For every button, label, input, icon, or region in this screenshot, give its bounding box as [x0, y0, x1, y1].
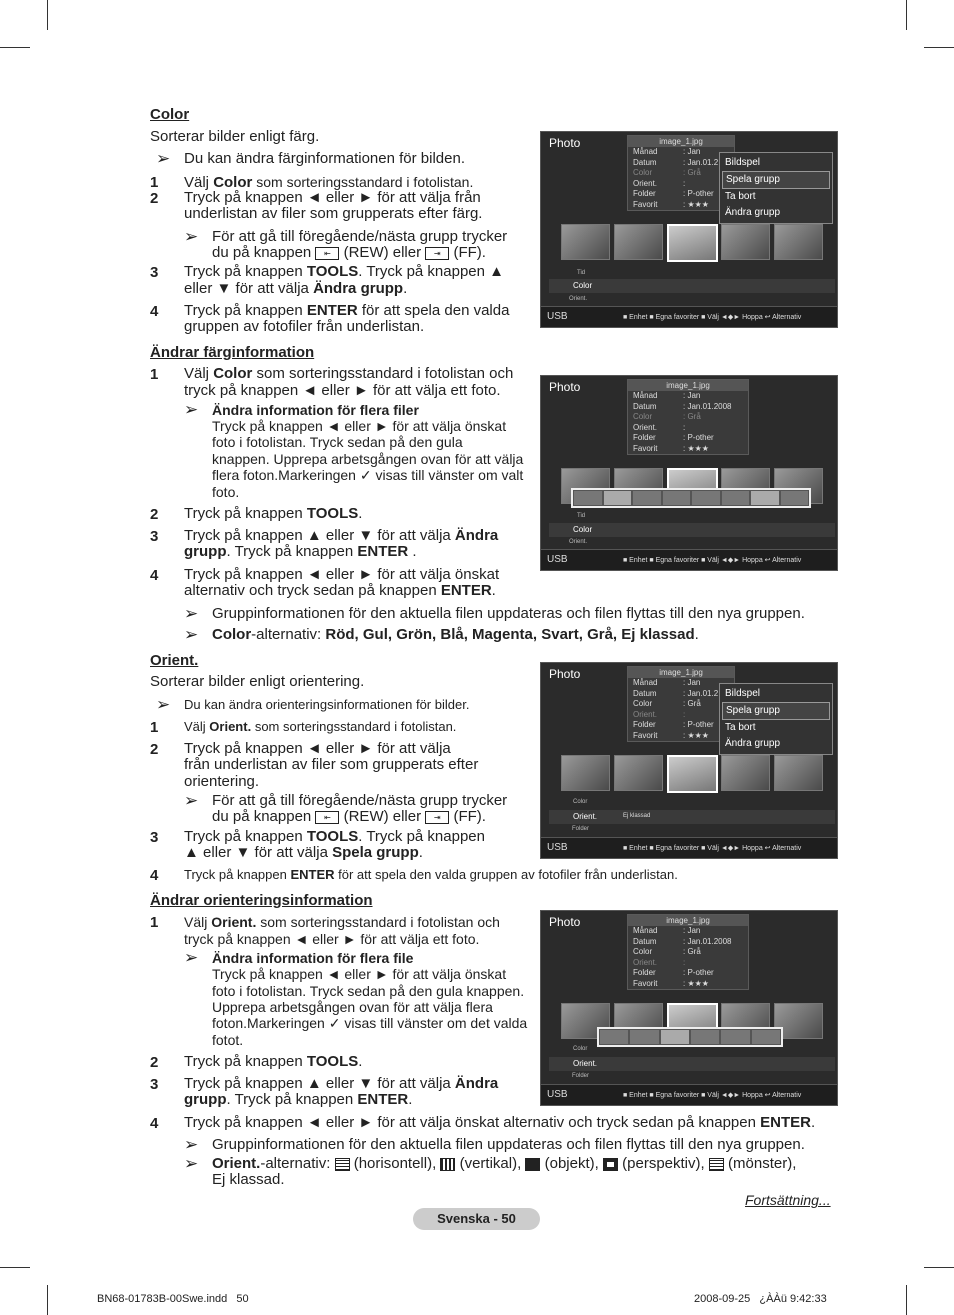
step-number: 3: [150, 829, 159, 846]
object-icon: [525, 1158, 540, 1171]
rew-button-icon: ⇤: [315, 247, 339, 260]
note-arrow-icon: ➢: [184, 625, 199, 644]
bar-label-folder: Folder: [572, 1073, 590, 1079]
cc-sub-l1: Tryck på knappen ◄ eller ► för att välja önskat: [212, 418, 507, 434]
note-arrow-icon: ➢: [184, 400, 199, 419]
crop-mark: [924, 1267, 954, 1268]
cc-step4-l1: Tryck på knappen ◄ eller ► för att välja önskat: [184, 566, 500, 583]
thumbnail-strip: [561, 755, 823, 789]
bar-label-color: Color: [573, 799, 588, 805]
info-panel: image_1.jpg Månad : Jan Datum : Jan.01.2008 Color : Grå Orient. : Folder : P-other Favorit : ★★★: [627, 379, 749, 455]
note-arrow-icon: ➢: [184, 1154, 199, 1173]
color-step3-l2: eller ▼ för att välja Ändra grupp.: [184, 280, 408, 297]
sort-bar: Color: [549, 279, 835, 293]
thumbnail[interactable]: [721, 224, 770, 260]
tools-menu: [719, 683, 833, 755]
thumbnail[interactable]: [614, 755, 663, 791]
cc-note2: Color-alternativ: Röd, Gul, Grön, Blå, Magenta, Svart, Grå, Ej klassad.: [212, 626, 699, 643]
info-panel: image_1.jpg Månad : Jan Datum : Jan.01.2008 Color : Grå Orient. : Folder : P-other Favorit : ★★★: [627, 914, 749, 990]
step-number: 1: [150, 366, 159, 383]
step-number: 4: [150, 567, 159, 584]
tv-screen-3: [540, 662, 838, 859]
continue-label: Fortsättning...: [745, 1192, 831, 1208]
print-stamp: 2008-09-25 ¿ÀÀü 9:42:33: [694, 1293, 827, 1305]
bar-label-tid: Tid: [577, 513, 586, 519]
menu-item[interactable]: Ta bort: [725, 722, 756, 733]
color-option-strip[interactable]: [571, 488, 811, 508]
color-step2-note-l1: För att gå till föregående/nästa grupp trycker: [212, 228, 508, 245]
ff-button-icon: ⇥: [425, 247, 449, 260]
sort-bar: Orient.: [549, 1057, 835, 1071]
color-step2-note-l2: du på knappen ⇤ (REW) eller ⇥ (FF).: [212, 244, 486, 261]
step-number: 1: [150, 174, 159, 191]
cc-sub-l2: foto i fotolistan. Tryck sedan på den gula: [212, 434, 463, 450]
thumbnail[interactable]: [774, 755, 823, 791]
color-intro: Sorterar bilder enligt färg.: [150, 128, 320, 145]
orient-step3-l1: Tryck på knappen TOOLS. Tryck på knappen: [184, 828, 485, 845]
rew-button-icon: ⇤: [315, 811, 339, 824]
crop-mark: [906, 1285, 907, 1315]
crop-mark: [0, 1267, 30, 1268]
step-number: 2: [150, 506, 159, 523]
cc-sub-l5: foto.: [212, 484, 240, 500]
orient-step4: Tryck på knappen ENTER för att spela den valda gruppen av fotofiler från underlistan.: [184, 867, 678, 882]
orient-option-strip[interactable]: [597, 1027, 783, 1047]
thumbnail[interactable]: [774, 224, 823, 260]
color-heading: Color: [150, 106, 190, 123]
cc-step3-l1: Tryck på knappen ▲ eller ▼ för att välja Ändra: [184, 527, 499, 544]
oc-note1: Gruppinformationen för den aktuella filen uppdateras och filen flyttas till den nya gruppen.: [212, 1136, 805, 1153]
crop-mark: [924, 47, 954, 48]
screen-footer: USB ■ Enhet ■ Egna favoriter ■ Välj ◄◆► Hoppa ↩ Alternativ: [541, 549, 837, 570]
color-change-heading: Ändrar färginformation: [150, 344, 315, 361]
perspective-icon: [603, 1158, 618, 1171]
oc-note2: Orient.-alternativ: (horisontell), (vertikal), (objekt), (perspektiv), (mönster),: [212, 1155, 797, 1172]
crop-mark: [47, 0, 48, 30]
thumbnail[interactable]: [721, 755, 770, 791]
ff-button-icon: ⇥: [425, 811, 449, 824]
note-arrow-icon: ➢: [184, 1135, 199, 1154]
color-step4-l1: Tryck på knappen ENTER för att spela den valda: [184, 302, 510, 319]
cc-step4-l2: alternativ och tryck sedan på knappen ENTER.: [184, 582, 496, 599]
oc-sub-l2: foto i fotolistan. Tryck sedan på den gula knappen.: [212, 983, 525, 999]
thumbnail[interactable]: [561, 755, 610, 791]
orient-step2-note-l2: du på knappen ⇤ (REW) eller ⇥ (FF).: [212, 808, 486, 825]
step-number: 4: [150, 867, 159, 884]
cc-sub-heading: Ändra information för flera filer: [212, 402, 419, 418]
cc-note1: Gruppinformationen för den aktuella filen uppdateras och filen flyttas till den nya gruppen.: [212, 605, 805, 622]
oc-step3-l2: grupp. Tryck på knappen ENTER.: [184, 1091, 413, 1108]
bar-label-color: Color: [573, 1046, 588, 1052]
oc-sub-l4: foton.Markeringen ✓ visas till vänster om det valda: [212, 1015, 528, 1031]
screen-title: Photo: [549, 380, 581, 394]
step-number: 4: [150, 303, 159, 320]
thumbnail[interactable]: [667, 755, 718, 793]
step-number: 1: [150, 719, 159, 736]
oc-note2-last: Ej klassad.: [212, 1171, 285, 1188]
crop-mark: [47, 1285, 48, 1315]
menu-item[interactable]: Spela grupp: [722, 702, 830, 720]
crop-mark: [906, 0, 907, 30]
cc-step1-l2: tryck på knappen ◄ eller ► för att välja ett foto.: [184, 382, 501, 399]
note-arrow-icon: ➢: [156, 695, 171, 714]
menu-item[interactable]: Ta bort: [725, 191, 756, 202]
orient-note: Du kan ändra orienteringsinformationen för bilder.: [184, 697, 470, 712]
screen-title: Photo: [549, 136, 581, 150]
step-number: 3: [150, 1076, 159, 1093]
menu-item[interactable]: Bildspel: [725, 688, 761, 699]
step-number: 3: [150, 264, 159, 281]
crop-mark: [0, 47, 30, 48]
tv-screen-4: [540, 910, 838, 1106]
oc-step1-l1: Välj Orient. som sorteringsstandard i fotolistan och: [184, 914, 500, 930]
color-step1: Välj Color som sorteringsstandard i fotolistan.: [184, 174, 474, 191]
color-step2-l2: underlistan av filer som grupperats efter färg.: [184, 205, 483, 222]
menu-item[interactable]: Spela grupp: [722, 171, 830, 189]
screen-footer: USB ■ Enhet ■ Egna favoriter ■ Välj ◄◆► Hoppa ↩ Alternativ: [541, 1084, 837, 1105]
step-number: 3: [150, 528, 159, 545]
oc-sub-l1: Tryck på knappen ◄ eller ► för att välja önskat: [212, 966, 507, 982]
thumbnail[interactable]: [561, 224, 610, 260]
orient-step2-l3: orientering.: [184, 773, 260, 790]
thumbnail[interactable]: [667, 224, 718, 262]
sort-bar: Color: [549, 523, 835, 537]
note-arrow-icon: ➢: [184, 604, 199, 623]
bar-label-orient: Orient.: [569, 296, 588, 302]
orient-heading: Orient.: [150, 652, 199, 669]
screen-title: Photo: [549, 915, 581, 929]
tv-screen-2: [540, 375, 838, 571]
cc-step1-l1: Välj Color som sorteringsstandard i fotolistan och: [184, 365, 514, 382]
vertical-icon: [440, 1158, 455, 1171]
orient-step2-note-l1: För att gå till föregående/nästa grupp trycker: [212, 792, 508, 809]
oc-step1-l2: tryck på knappen ◄ eller ► för att välja ett foto.: [184, 931, 480, 947]
oc-step4: Tryck på knappen ◄ eller ► för att välja önskat alternativ och tryck sedan på knappen ENTER.: [184, 1114, 816, 1131]
oc-step3-l1: Tryck på knappen ▲ eller ▼ för att välja Ändra: [184, 1075, 499, 1092]
screen-footer: USB ■ Enhet ■ Egna favoriter ■ Välj ◄◆► Hoppa ↩ Alternativ: [541, 837, 837, 858]
filename: image_1.jpg: [628, 136, 734, 147]
thumbnail[interactable]: [614, 224, 663, 260]
menu-item[interactable]: Bildspel: [725, 157, 761, 168]
orient-step1: Välj Orient. som sorteringsstandard i fotolistan.: [184, 719, 457, 734]
color-step4-l2: gruppen av fotofiler från underlistan.: [184, 318, 425, 335]
tv-screen-1: [540, 131, 838, 328]
file-name: BN68-01783B-00Swe.indd 50: [97, 1293, 249, 1305]
cc-sub-l4: flera foton.Markeringen ✓ visas till vänster om valt: [212, 467, 524, 483]
oc-sub-heading: Ändra information för flera file: [212, 950, 414, 966]
cc-step3-l2: grupp. Tryck på knappen ENTER .: [184, 543, 417, 560]
step-number: 4: [150, 1115, 159, 1132]
oc-sub-l3: Upprepa arbetsgången ovan för att välja flera: [212, 999, 493, 1015]
color-note: Du kan ändra färginformationen för bilden.: [184, 150, 466, 167]
horizontal-icon: [335, 1158, 350, 1171]
pattern-icon: [709, 1158, 724, 1171]
menu-item[interactable]: Ändra grupp: [725, 738, 781, 749]
color-step2-l1: Tryck på knappen ◄ eller ► för att välja från: [184, 189, 481, 206]
bar-label-orient: Orient.: [569, 539, 588, 545]
note-arrow-icon: ➢: [184, 791, 199, 810]
orient-step3-l2: ▲ eller ▼ för att välja Spela grupp.: [184, 844, 423, 861]
orient-change-heading: Ändrar orienteringsinformation: [150, 892, 373, 909]
oc-step2: Tryck på knappen TOOLS.: [184, 1053, 363, 1070]
menu-item[interactable]: Ändra grupp: [725, 207, 781, 218]
bar-label-tid: Tid: [577, 270, 586, 276]
tools-menu: [719, 152, 833, 224]
bar-label-folder: Folder: [572, 826, 590, 832]
cc-sub-l3: knappen. Upprepa arbetsgången ovan för att välja: [212, 451, 524, 467]
info-panel: image_1.jpg Månad : Jan Datum : Jan.01.2 Color : Grå Orient. : Folder : P-other Favorit : ★★★: [627, 135, 735, 211]
cc-step2: Tryck på knappen TOOLS.: [184, 505, 363, 522]
step-number: 2: [150, 190, 159, 207]
page-number-pill: Svenska - 50: [413, 1208, 540, 1230]
note-arrow-icon: ➢: [184, 948, 199, 967]
screen-footer: USB ■ Enhet ■ Egna favoriter ■ Välj ◄◆► Hoppa ↩ Alternativ: [541, 306, 837, 327]
step-number: 2: [150, 1054, 159, 1071]
step-number: 1: [150, 914, 159, 931]
orient-intro: Sorterar bilder enligt orientering.: [150, 673, 365, 690]
screen-title: Photo: [549, 667, 581, 681]
sort-bar: Orient. Ej klassad: [549, 810, 835, 824]
oc-sub-l5: fotot.: [212, 1032, 244, 1048]
note-arrow-icon: ➢: [156, 149, 171, 168]
info-panel: image_1.jpg Månad : Jan Datum : Jan.01.2 Color : Grå Orient. : Folder : P-other Favorit : ★★★: [627, 666, 735, 742]
note-arrow-icon: ➢: [184, 227, 199, 246]
step-number: 2: [150, 741, 159, 758]
thumbnail-strip: [561, 224, 823, 258]
orient-step2-l2: från underlistan av filer som grupperats efter: [184, 756, 479, 773]
orient-step2-l1: Tryck på knappen ◄ eller ► för att välja: [184, 740, 451, 757]
color-step3-l1: Tryck på knappen TOOLS. Tryck på knappen ▲: [184, 263, 505, 280]
